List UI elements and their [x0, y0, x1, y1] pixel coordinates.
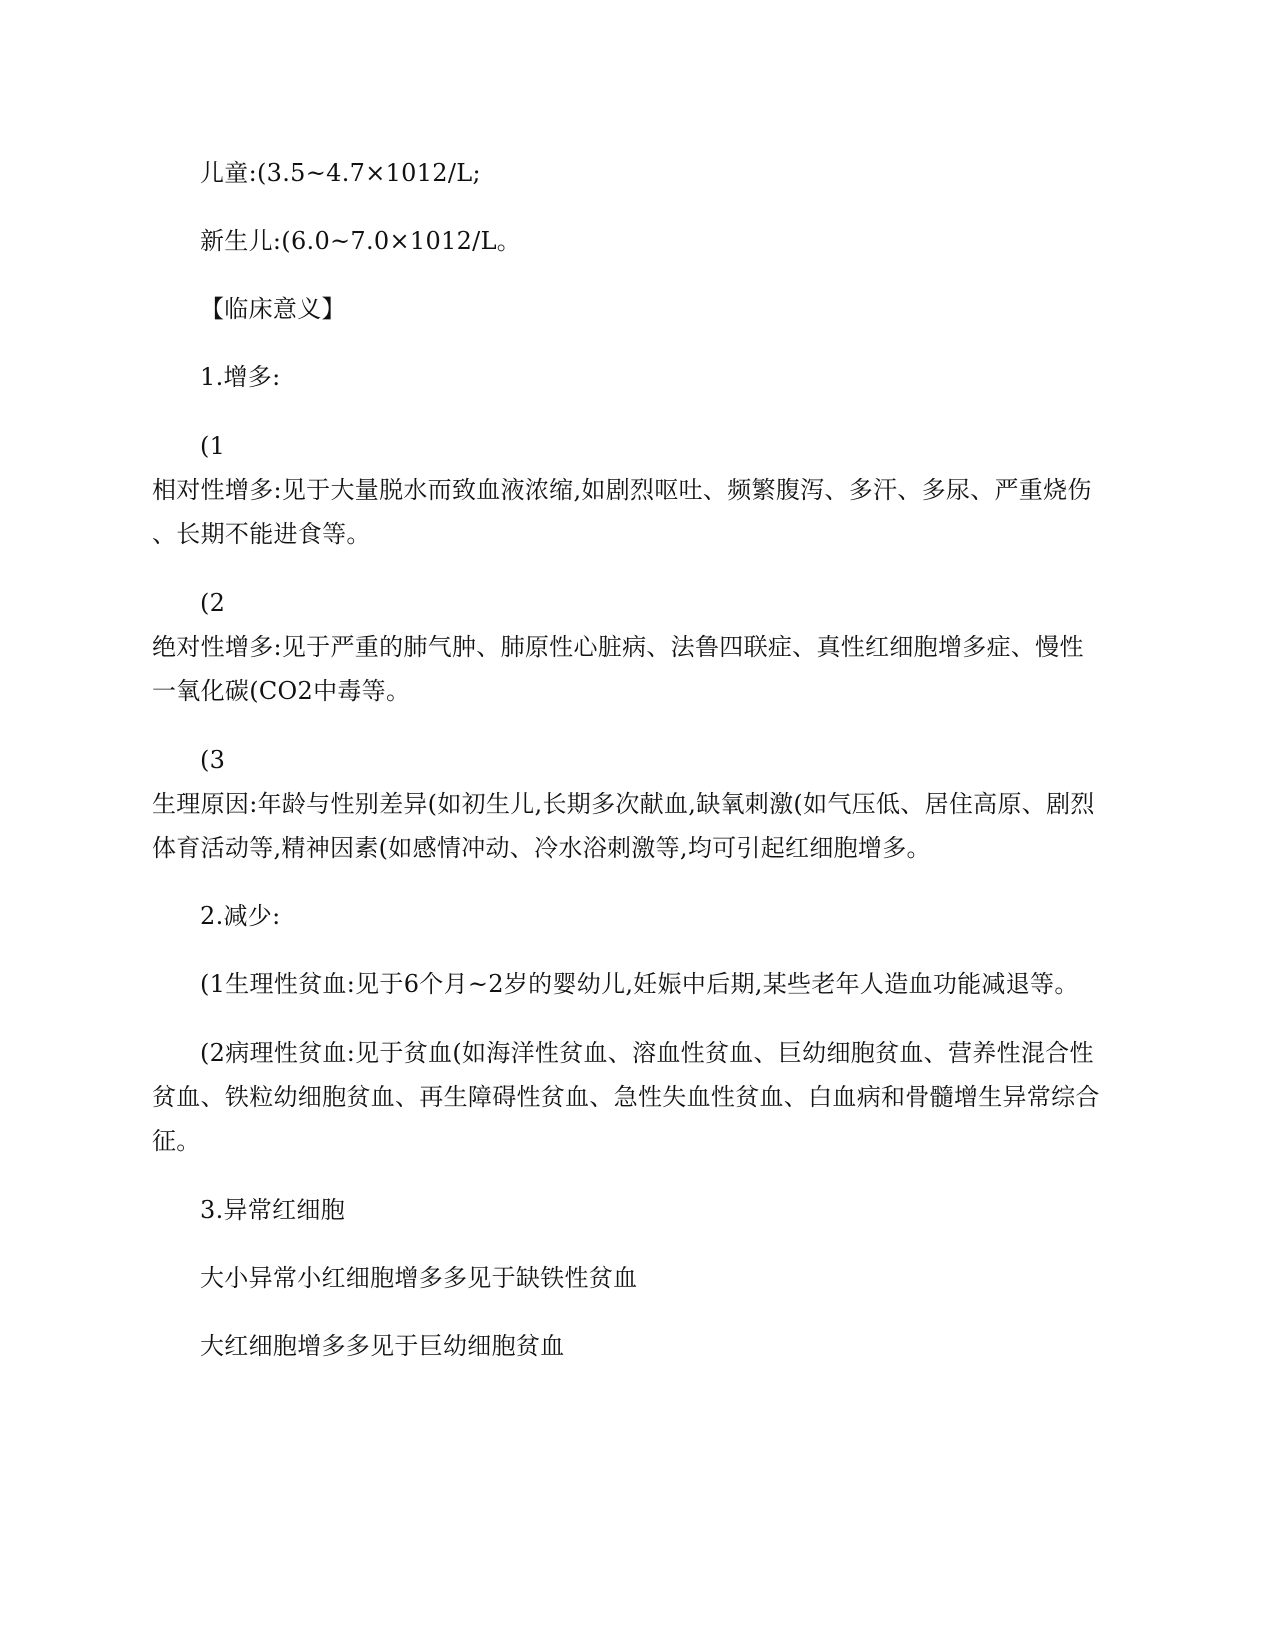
item-3-marker: (3	[200, 746, 226, 774]
physiological-cause-line-1: 生理原因:年龄与性别差异(如初生儿,长期多次献血,缺氧刺激(如气压低、居住高原、剧烈	[152, 790, 1095, 818]
item-1-marker: (1	[200, 432, 226, 460]
item-2-marker: (2	[200, 589, 226, 617]
pathological-anemia-line-2: 贫血、铁粒幼细胞贫血、再生障碍性贫血、急性失血性贫血、白血病和骨髓增生异常综合	[152, 1083, 1100, 1111]
pathological-anemia-line-1: (2病理性贫血:见于贫血(如海洋性贫血、溶血性贫血、巨幼细胞贫血、营养性混合性	[200, 1039, 1094, 1067]
macrocyte-note: 大红细胞增多多见于巨幼细胞贫血	[200, 1332, 565, 1360]
pathological-anemia-line-3: 征。	[152, 1127, 201, 1155]
heading-increase: 1.增多:	[200, 363, 281, 391]
heading-abnormal-rbc: 3.异常红细胞	[200, 1196, 345, 1224]
microcyte-note: 大小异常小红细胞增多多见于缺铁性贫血	[200, 1264, 638, 1292]
heading-decrease: 2.减少:	[200, 902, 281, 930]
relative-increase-line-1: 相对性增多:见于大量脱水而致血液浓缩,如剧烈呕吐、频繁腹泻、多汗、多尿、严重烧伤	[152, 476, 1092, 504]
physiological-anemia: (1生理性贫血:见于6个月~2岁的婴幼儿,妊娠中后期,某些老年人造血功能减退等。	[200, 970, 1079, 998]
absolute-increase-line-1: 绝对性增多:见于严重的肺气肿、肺原性心脏病、法鲁四联症、真性红细胞增多症、慢性	[152, 633, 1084, 661]
newborn-rbc-range: 新生儿:(6.0~7.0×1012/L。	[200, 227, 522, 255]
section-heading-clinical-significance: 【临床意义】	[200, 295, 346, 323]
relative-increase-line-2: 、长期不能进食等。	[152, 520, 371, 548]
absolute-increase-line-2: 一氧化碳(CO2中毒等。	[152, 677, 411, 705]
physiological-cause-line-2: 体育活动等,精神因素(如感情冲动、冷水浴刺激等,均可引起红细胞增多。	[152, 834, 931, 862]
children-rbc-range: 儿童:(3.5~4.7×1012/L;	[200, 159, 481, 187]
